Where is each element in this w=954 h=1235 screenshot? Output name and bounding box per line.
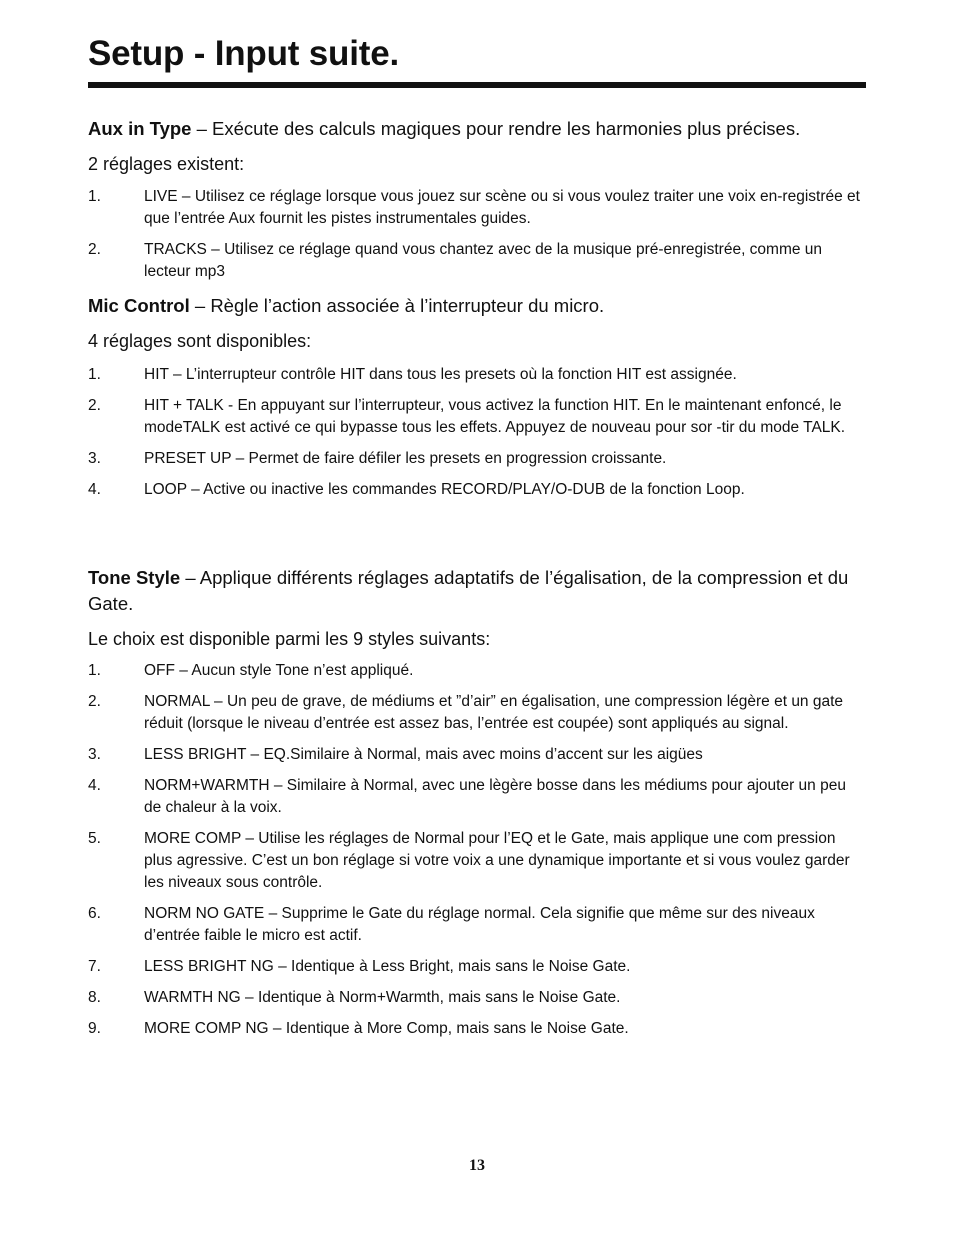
list-item [88,395,864,439]
tone-style-intro: Le choix est disponible parmi les 9 styles suivants: [88,629,491,649]
mic-control-term: Mic Control [88,295,190,316]
title-rule [88,82,866,88]
list-item-text: WARMTH NG – Identique à Norm+Warmth, mais sans le Noise Gate. [144,989,621,1006]
list-item-number: 2. [88,693,101,710]
list-item-text: LESS BRIGHT NG – Identique à Less Bright, mais sans le Noise Gate. [144,958,631,975]
list-item [88,987,864,1009]
list-item [88,691,864,735]
list-item-number: 6. [88,905,101,922]
list-item [88,744,864,766]
list-item-text: NORM+WARMTH – Similaire à Normal, avec une lègère bosse dans les médiums pour ajouter un peu de chaleur à la voix. [144,777,846,816]
aux-in-type-term: Aux in Type [88,118,192,139]
list-item [88,903,864,947]
page-number: 13 [469,1157,485,1174]
page-title: Setup - Input suite. [88,34,399,73]
list-item-text: OFF – Aucun style Tone n’est appliqué. [144,662,414,679]
list-item [88,956,864,978]
list-item-number: 5. [88,830,101,847]
list-item [88,364,864,386]
list-item-text: HIT + TALK - En appuyant sur l’interrupteur, vous activez la function HIT. En le maintenant enfoncé, le modeTALK est activé ce qui bypasse tous les effets. Appuyez de nouveau pour sor -tir du mode TALK. [144,397,846,436]
list-item-number: 1. [88,188,101,205]
mic-control-heading [88,293,864,319]
list-item-number: 7. [88,958,101,975]
list-item [88,828,864,894]
list-item [88,186,864,230]
list-item-number: 1. [88,662,101,679]
tone-style-term: Tone Style [88,567,181,588]
list-item-number: 1. [88,366,101,383]
list-item-number: 3. [88,746,101,763]
list-item [88,448,864,470]
list-item [88,239,864,283]
list-item-number: 9. [88,1020,101,1037]
list-item-text: LIVE – Utilisez ce réglage lorsque vous jouez sur scène ou si vous voulez traiter une voix en-registrée et que l’entrée Aux fournit les pistes instrumentales guides. [144,188,860,227]
list-item-number: 4. [88,777,101,794]
tone-style-description: – Applique différents réglages adaptatifs de l’égalisation, de la compression et du Gate. [88,567,849,614]
list-item-text: LESS BRIGHT – EQ.Similaire à Normal, mais avec moins d’accent sur les aigües [144,746,703,763]
mic-control-list [88,364,864,510]
list-item-text: MORE COMP – Utilise les réglages de Normal pour l’EQ et le Gate, mais applique une com pression plus agressive. C’est un bon réglage si votre voix a une dynamique importante et si vous voulez garder les niveaux sous contrôle. [144,830,850,891]
list-item [88,660,864,682]
list-item-text: NORM NO GATE – Supprime le Gate du réglage normal. Cela signifie que même sur des niveaux d’entrée faible le micro est actif. [144,905,815,944]
list-item-text: TRACKS – Utilisez ce réglage quand vous chantez avec de la musique pré-enregistrée, comme un lecteur mp3 [144,241,823,280]
aux-in-type-heading [88,116,864,142]
aux-in-type-list [88,186,864,292]
tone-style-heading [88,565,864,617]
list-item-text: HIT – L’interrupteur contrôle HIT dans tous les presets où la fonction HIT est assignée. [144,366,737,383]
aux-in-type-intro: 2 réglages existent: [88,154,245,174]
list-item-number: 4. [88,481,101,498]
list-item-text: PRESET UP – Permet de faire défiler les presets en progression croissante. [144,450,667,467]
tone-style-list [88,660,864,1049]
list-item-number: 3. [88,450,101,467]
list-item-number: 8. [88,989,101,1006]
mic-control-intro: 4 réglages sont disponibles: [88,331,312,351]
list-item-text: NORMAL – Un peu de grave, de médiums et ”d’air” en égalisation, une compression légère et un gate réduit (lorsque le niveau d’entrée est assez bas, l’entrée est coupée) sont appliqués au signal. [144,693,844,732]
list-item-text: MORE COMP NG – Identique à More Comp, mais sans le Noise Gate. [144,1020,629,1037]
list-item-text: LOOP – Active ou inactive les commandes RECORD/PLAY/O-DUB de la fonction Loop. [144,481,745,498]
list-item [88,775,864,819]
list-item [88,479,864,501]
mic-control-description: – Règle l’action associée à l’interrupteur du micro. [189,295,605,316]
list-item-number: 2. [88,397,101,414]
aux-in-type-description: – Exécute des calculs magiques pour rendre les harmonies plus précises. [191,118,801,139]
list-item [88,1018,864,1040]
list-item-number: 2. [88,241,101,258]
